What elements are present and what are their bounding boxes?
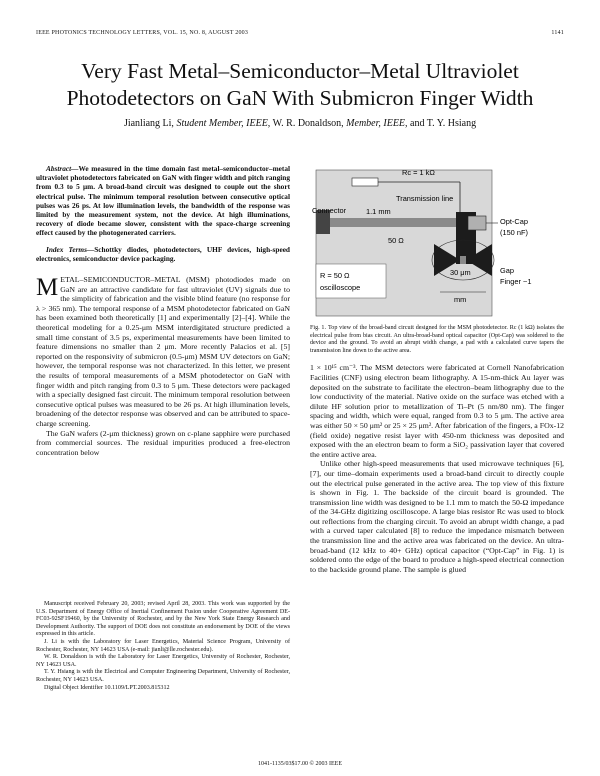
abstract [36, 164, 290, 238]
label-mm: mm [454, 295, 467, 304]
footnote-author-3: T. Y. Hsiang is with the Electrical and Computer Engineering Department, University of Rochester, Rochester, NY 14623 USA. [36, 669, 290, 683]
footnote-doi: Digital Object Identifier 10.1109/LPT.2003.815312 [44, 684, 170, 691]
right-paragraph-1: 1 × 10¹⁵ cm⁻³. The MSM detectors were fabricated at Cornell Nanofabrication Facilities (CNF) using electron beam lithography. A 15-nm-thick Au layer was deposited on the substrate to facilitate the electron–beam lithography due to the low conductivity of the material. Native oxide on the surface was etched with a dilute HF solution prior to metallization of Ti–Pt (5 nm/80 nm). The finger spacing and width, which were equal, ranged from 0.3 to 5 μm. The active area was either 50 × 50 μm² or 25 × 25 μm². After fabrication of the fingers, a FOx-12 (field oxide) negative resist layer with 450-nm thickness was deposited and exposed with the an electron beam to form a SiO₂ passivation layer that covered the entire active area. [310, 363, 564, 459]
active-area [460, 256, 466, 264]
transmission-line [316, 218, 476, 227]
label-optcap-value: (150 nF) [500, 228, 528, 237]
label-rc: Rc = 1 kΩ [402, 168, 435, 177]
caption-label: Fig. 1. [310, 325, 326, 331]
copyright-code: 1041-1135/03$17.00 © 2003 IEEE [258, 761, 342, 767]
figure-1 [310, 164, 564, 319]
label-transmission-line: Transmission line [396, 194, 454, 203]
scope-box [316, 264, 386, 298]
label-oscilloscope: oscilloscope [320, 283, 361, 292]
right-paragraph-2: Unlike other high-speed measurements that used microwave techniques [6], [7], our time–domain experiments used a broad-band circuit to directly couple out the electrical pulse generated in the active area. The top view of this fixture is shown in Fig. 1. The backside of the circuit board is grounded. The transmission line width was designed to be 1.1 mm to match the 50-Ω impedance of the 34-GHz digitizing oscilloscope. A large bias resistor Rc was used to block out reflections from the charging circuit. To avoid an abrupt width change, a pad with a curved taper calculated [8] to reduce the impedance mismatch between the transmission line and the active area was fabricated on the device. An ultra-broad-band (12 kHz to 40+ GHz) optical capacitor (“Opt-Cap” in Fig. 1) is soldered onto the edge of the board to produce a high-speed electrical connection to the backside ground plane. The sample is glued [310, 459, 564, 574]
abstract-text: We measured in the time domain fast metal–semiconductor–metal ultraviolet photodetectors fabricated on GaN with finger width and pitch ranging from 0.3 to 5 μm. A broad-band circuit was designed to couple out the short electrical pulse. The minimum temporal resolution between consecutive optical pulses was 26 ps. At low illumination levels, the bandwidth of the response was limited by the measurement system, not the device. At high illuminations, recovery of diode became slower, consistent with the space-charge screening effect caused by the photogenerated carriers. [36, 164, 290, 238]
author-2-role: Member, IEEE, [346, 118, 408, 129]
left-column [36, 164, 290, 457]
author-3: and T. Y. Hsiang [410, 118, 477, 129]
rc-resistor [352, 178, 378, 186]
author-1: Jianliang Li, [123, 118, 174, 129]
title-line-1: Very Fast Metal–Semiconductor–Metal Ultraviolet [81, 59, 519, 83]
label-connector: Connector [312, 206, 347, 215]
page-number: 1141 [551, 30, 564, 36]
author-list [20, 118, 580, 129]
label-gap: Gap [500, 266, 514, 275]
author-1-role: Student Member, IEEE, [176, 118, 271, 129]
footnote-author-1: J. Li is with the Laboratory for Laser Energetics, Material Science Program, University of Rochester, Rochester, NY 14623 USA (e-mail: jianli@lle.rochester.edu). [36, 638, 290, 653]
label-finger: Finger ~1 [500, 277, 532, 286]
label-30um: 30 μm [450, 268, 471, 277]
circuit-diagram [310, 164, 564, 319]
right-column [310, 164, 564, 574]
intro-paragraph-2: The GaN wafers (2-μm thickness) grown on c-plane sapphire were purchased from commercial sources. The residual impurities produced a free-electron concentration below [36, 428, 290, 457]
title-line-2: Photodetectors on GaN With Submicron Finger Width [66, 86, 534, 110]
index-terms-text: Schottky diodes, photodetectors, UHF devices, high-speed electronics, semiconductor device packaging. [36, 244, 290, 263]
label-50ohm: 50 Ω [388, 236, 404, 245]
paper-title [20, 58, 580, 112]
index-terms [36, 245, 290, 263]
author-2: W. R. Donaldson, [272, 118, 344, 129]
journal-header: IEEE PHOTONICS TECHNOLOGY LETTERS, VOL. 15, NO. 8, AUGUST 2003 [36, 30, 249, 36]
abstract-label: Abstract— [46, 164, 79, 173]
opt-cap [468, 216, 486, 230]
footnote-block [36, 601, 290, 692]
index-terms-label: Index Terms— [46, 244, 95, 254]
intro-text-1: ETAL–SEMICONDUCTOR–METAL (MSM) photodiodes made on GaN are an attractive candidate for fast ultraviolet (UV) signals due to the simplicity of fabrication and the visible blind feature (no response for λ > 365 nm). The temporal response of a MSM photodetector fabricated on GaN has been examined both theoretically [1] and experimentally [2]–[4]. While the theoretical modeling for a 0.25-μm MSM interdigitated structure predicted a small time constant of 3.5 ps, experimental measurements have been limited to feature dimensions no smaller than 2 μm. More recently Palacios et al. [5] reported on the responsivity of submicron (0.5-μm) MSM UV detectors on GaN; however, the temporal response was not characterized. In this letter, we present the results of temporal measurements of a MSM photodetector on GaN with finger width and pitch ranging from 0.3 to 5 μm. These detectors were packaged with a specially designed fast circuit. The minimum temporal resolution between consecutive optical pulses was measured to be 26 ps. At high illumination levels, broadening of the detector response was observed and can be attributed to space-charge screening. [36, 275, 290, 428]
label-1-1mm: 1.1 mm [366, 207, 391, 216]
running-head [36, 30, 564, 36]
footnote-author-2: W. R. Donaldson is with the Laboratory for Laser Energetics, University of Rochester, Rochester, NY 14623 USA. [36, 654, 290, 668]
label-optcap: Opt-Cap [500, 217, 528, 226]
figure-caption [310, 325, 564, 355]
label-r50: R = 50 Ω [320, 271, 350, 280]
drop-cap: M [36, 274, 59, 302]
footnote-manuscript: Manuscript received February 20, 2003; revised April 28, 2003. This work was supported by the U.S. Department of Energy Office of Inertial Confinement Fusion under Cooperative Agreement DE-FC03-92SF19460, by the University of Rochester, and by the New York State Energy Research and Development Authority. The support of DOE does not constitute an endorsement by DOE of the views expressed in this article. [36, 601, 290, 638]
caption-text: Top view of the broad-band circuit designed for the MSM photodetector. Rc (1 kΩ) isolates the electrical pulse from bias circuit. An ultra-broad-band optical capacitor (Opt-Cap) was soldered to the device and the ground. To avoid an abrupt width change, a pad with a calculated curve tapers the transmission line down to the active area. [310, 325, 564, 354]
intro-paragraph-1 [36, 275, 290, 429]
